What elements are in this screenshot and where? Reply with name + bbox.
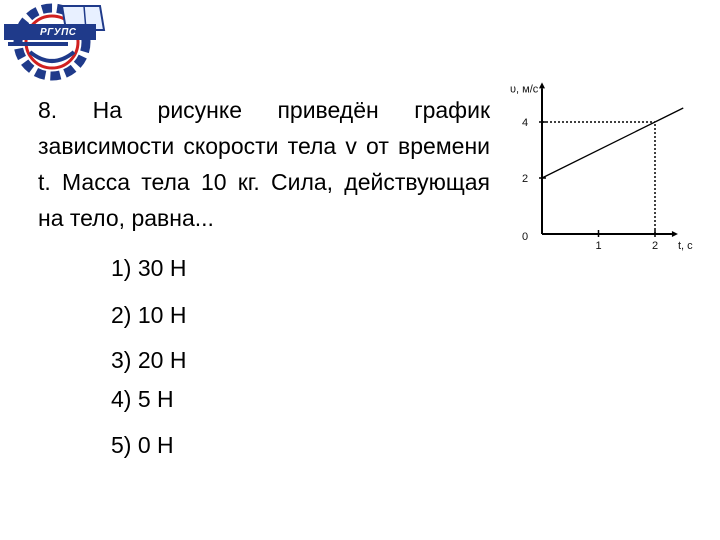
- answer-option[interactable]: 5) 0 Н: [111, 432, 174, 458]
- answer-option[interactable]: 2) 10 Н: [111, 302, 187, 328]
- answer-option[interactable]: 1) 30 Н: [111, 255, 187, 281]
- y-axis-arrow-icon: [539, 82, 545, 88]
- university-logo: [0, 0, 110, 82]
- answer-option[interactable]: 4) 5 Н: [111, 386, 174, 412]
- logo-text: РГУПС: [40, 27, 77, 38]
- answer-option[interactable]: 3) 20 Н: [111, 347, 187, 373]
- y-tick-label: 4: [522, 117, 529, 129]
- velocity-time-graph: [494, 76, 708, 258]
- y-axis-label: υ, м/с: [510, 83, 539, 96]
- origin-label: 0: [522, 231, 529, 243]
- question-text: 8. На рисунке приведён график зависимости скорости тела v от времени t. Масса тела 10 кг. Сила, действующая на тело, равна...: [38, 97, 490, 231]
- series-line: [542, 108, 683, 178]
- gear-book-logo-icon: [0, 0, 110, 82]
- x-tick-label: 1: [595, 240, 602, 252]
- x-axis-label: t, c: [677, 240, 693, 252]
- y-tick-label: 2: [522, 173, 529, 185]
- x-axis-arrow-icon: [672, 231, 678, 237]
- x-tick-label: 2: [652, 240, 659, 252]
